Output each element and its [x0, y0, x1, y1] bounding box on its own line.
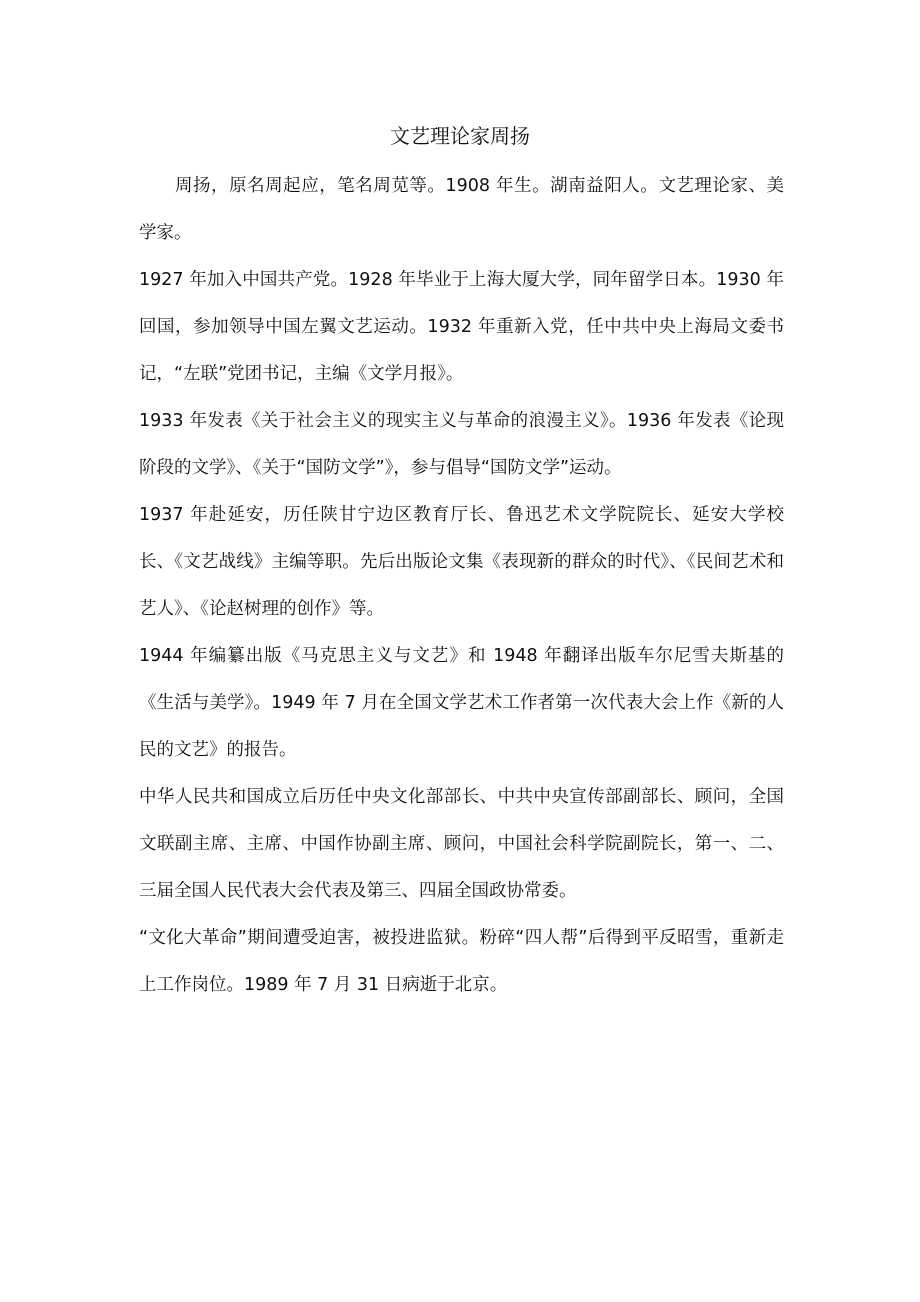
paragraph-1937: 1937 年赴延安，历任陕甘宁边区教育厅长、鲁迅艺术文学院院长、延安大学校长、《文艺战线》主编等职。先后出版论文集《表现新的群众的时代》、《民间艺术和艺人》、《论赵树理的创作》等。: [139, 505, 784, 619]
paragraph-intro: 周扬，原名周起应，笔名周苋等。1908 年生。湖南益阳人。文艺理论家、美学家。: [139, 176, 784, 243]
paragraph-1933: 1933 年发表《关于社会主义的现实主义与革命的浪漫主义》。1936 年发表《论现阶段的文学》、《关于“国防文学”》，参与倡导“国防文学”运动。: [139, 411, 784, 478]
paragraph-prc: 中华人民共和国成立后历任中央文化部部长、中共中央宣传部副部长、顾问，全国文联副主席、主席、中国作协副主席、顾问，中国社会科学院副院长，第一、二、三届全国人民代表大会代表及第三、四届全国政协常委。: [139, 787, 784, 901]
paragraph-1927: 1927 年加入中国共产党。1928 年毕业于上海大厦大学，同年留学日本。1930 年回国，参加领导中国左翼文艺运动。1932 年重新入党，任中共中央上海局文委书记，“左联”党团书记，主编《文学月报》。: [139, 270, 784, 384]
document-title: 文艺理论家周扬: [390, 124, 530, 148]
paragraph-1944: 1944 年编纂出版《马克思主义与文艺》和 1948 年翻译出版车尔尼雪夫斯基的《生活与美学》。1949 年 7 月在全国文学艺术工作者第一次代表大会上作《新的人民的文艺》的报告。: [139, 646, 784, 760]
paragraph-cultural-revolution: “文化大革命”期间遭受迫害，被投进监狱。粉碎“四人帮”后得到平反昭雪，重新走上工作岗位。1989 年 7 月 31 日病逝于北京。: [139, 928, 784, 995]
document-body: [139, 163, 784, 1009]
